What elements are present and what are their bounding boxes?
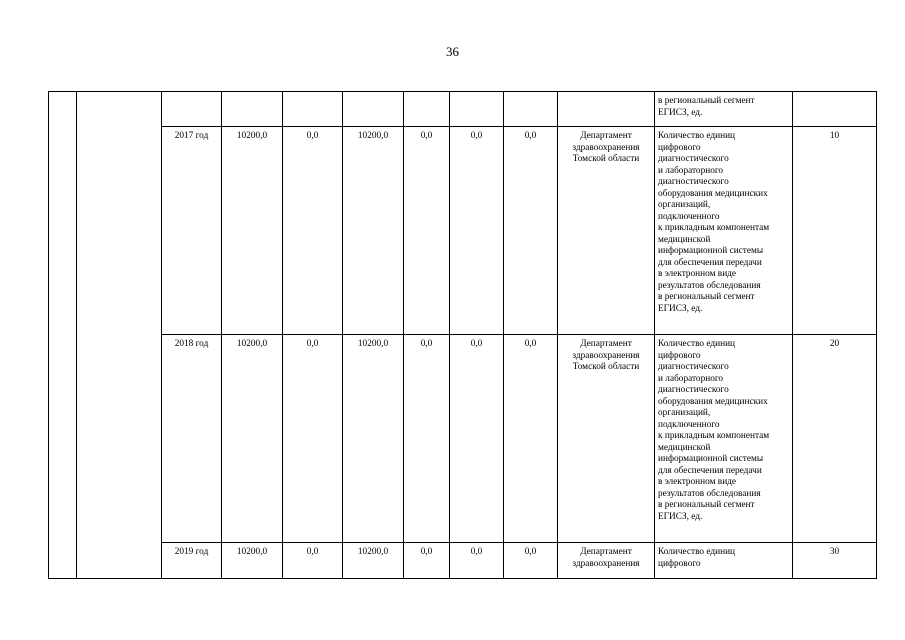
value-cell: 30: [793, 543, 877, 579]
table-row: [49, 543, 877, 579]
regional-cell: 10200,0: [343, 543, 404, 579]
budget-table: [48, 91, 877, 579]
other-cell: 0,0: [504, 335, 558, 543]
indicator-cell: в региональный сегмент ЕГИСЗ, ед.: [655, 92, 793, 127]
regional-cell: 10200,0: [343, 335, 404, 543]
total-cell: 10200,0: [222, 335, 283, 543]
other-cell: [504, 92, 558, 127]
federal-cell: 0,0: [283, 335, 343, 543]
total-cell: 10200,0: [222, 127, 283, 335]
year-cell: 2018 год: [162, 335, 222, 543]
regional-cell: [343, 92, 404, 127]
indicator-cell: Количество единиц цифрового диагностического и лабораторного диагностического оборудования медицинских организаций, подключенного к прикладным компонентам медицинской информационной системы для обеспечения передачи в электронном виде результатов обследования в региональный сегмент ЕГИСЗ, ед.: [655, 335, 793, 543]
other-cell: 0,0: [504, 127, 558, 335]
tfoms-cell: [450, 92, 504, 127]
page-number: 36: [446, 44, 459, 59]
table-row: [49, 127, 877, 335]
local-cell: 0,0: [404, 335, 450, 543]
tfoms-cell: 0,0: [450, 127, 504, 335]
local-cell: 0,0: [404, 127, 450, 335]
other-cell: 0,0: [504, 543, 558, 579]
table-row: [49, 92, 877, 127]
indicator-cell: Количество единиц цифрового диагностического и лабораторного диагностического оборудования медицинских организаций, подключенного к прикладным компонентам медицинской информационной системы для обеспечения передачи в электронном виде результатов обследования в региональный сегмент ЕГИСЗ, ед.: [655, 127, 793, 335]
year-cell: 2017 год: [162, 127, 222, 335]
federal-cell: [283, 92, 343, 127]
number-cell: [49, 92, 77, 579]
year-cell: 2019 год: [162, 543, 222, 579]
total-cell: 10200,0: [222, 543, 283, 579]
indicator-cell: Количество единиц цифрового: [655, 543, 793, 579]
regional-cell: 10200,0: [343, 127, 404, 335]
value-cell: 20: [793, 335, 877, 543]
year-cell: [162, 92, 222, 127]
value-cell: 10: [793, 127, 877, 335]
local-cell: [404, 92, 450, 127]
federal-cell: 0,0: [283, 127, 343, 335]
executor-cell: Департамент здравоохранения Томской области: [558, 127, 655, 335]
value-cell: [793, 92, 877, 127]
tfoms-cell: 0,0: [450, 543, 504, 579]
executor-cell: [558, 92, 655, 127]
total-cell: [222, 92, 283, 127]
tfoms-cell: 0,0: [450, 335, 504, 543]
executor-cell: Департамент здравоохранения Томской области: [558, 335, 655, 543]
task-name-cell: [77, 92, 162, 579]
table-row: [49, 335, 877, 543]
executor-cell: Департамент здравоохранения: [558, 543, 655, 579]
federal-cell: 0,0: [283, 543, 343, 579]
local-cell: 0,0: [404, 543, 450, 579]
